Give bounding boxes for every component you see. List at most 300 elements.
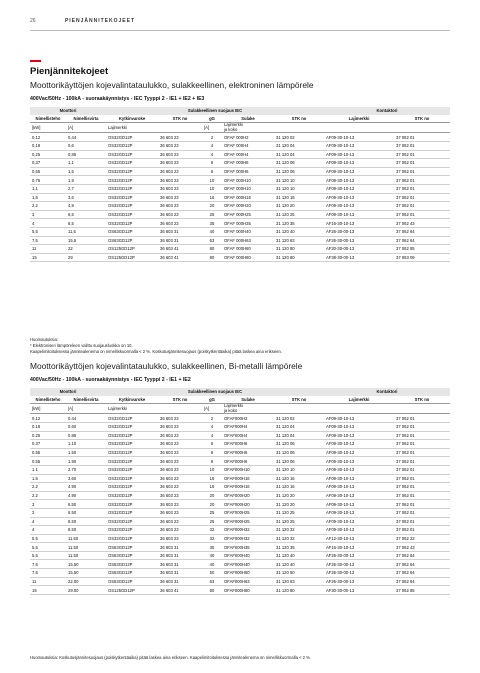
- table-cell: OFAF 000H63: [222, 236, 274, 245]
- table-cell: AF09-30-10-13: [324, 517, 394, 526]
- table-cell: 2: [202, 133, 222, 142]
- table-row: [30, 474, 450, 483]
- table-cell: 37 062 01: [394, 150, 450, 159]
- table-cell: AF38-30-00-13: [324, 253, 394, 262]
- table-cell: 10: [202, 184, 222, 193]
- table-cell: AF09-30-10-13: [324, 431, 394, 440]
- table-cell: 25: [202, 517, 222, 526]
- table-cell: AF09-30-10-13: [324, 133, 394, 142]
- table-cell: 31 120 04: [274, 150, 324, 159]
- table-cell: 25: [202, 508, 222, 517]
- table-cell: 11.50: [66, 534, 106, 543]
- table-cell: 1.1: [30, 465, 66, 474]
- col-stk-no: STK no: [158, 115, 202, 123]
- page-title: Pienjännitekojeet: [30, 66, 109, 77]
- table-cell: 63: [202, 577, 222, 586]
- table-cell: 0.12: [30, 414, 66, 423]
- table-cell: 36 603 23: [158, 219, 202, 228]
- table-cell: 25: [202, 210, 222, 219]
- table-cell: 4: [202, 422, 222, 431]
- table-cell: OFAF000H4: [222, 431, 274, 440]
- table-cell: AF09-30-10-13: [324, 176, 394, 185]
- table-cell: 4: [202, 150, 222, 159]
- table-cell: OFAF000H50: [222, 569, 274, 578]
- table-row: [30, 508, 450, 517]
- table-cell: 2.2: [30, 483, 66, 492]
- table-cell: OS32GD12P: [106, 526, 158, 535]
- table-cell: 32: [202, 534, 222, 543]
- table-cell: OFAF000H20: [222, 491, 274, 500]
- col-gg: gG: [202, 115, 222, 123]
- table-cell: 20: [202, 500, 222, 509]
- table-cell: OS32GD12P: [106, 534, 158, 543]
- table-cell: AF09-30-10-13: [324, 141, 394, 150]
- table-cell: AF09-30-10-13: [324, 465, 394, 474]
- table-cell: 7.5: [30, 569, 66, 578]
- table-cell: 11: [30, 245, 66, 254]
- table-cell: 6: [202, 457, 222, 466]
- col-rated-current: Nimellisvirta: [66, 396, 106, 404]
- unit-label: [394, 123, 450, 133]
- table-cell: OS32GD12P: [106, 508, 158, 517]
- unit-label: [kW]: [30, 123, 66, 133]
- table-cell: 22: [66, 245, 106, 254]
- table-cell: 16: [202, 474, 222, 483]
- table-cell: 31 120 10: [274, 176, 324, 185]
- table-row: [30, 202, 450, 211]
- table-cell: OFAF 000H10: [222, 176, 274, 185]
- table-cell: 0.55: [30, 457, 66, 466]
- table-cell: 37 062 64: [394, 236, 450, 245]
- table-cell: OFAF 000H40: [222, 227, 274, 236]
- table-cell: 31 120 20: [274, 500, 324, 509]
- table-cell: 37 062 01: [394, 491, 450, 500]
- table-cell: 31 120 02: [274, 133, 324, 142]
- table1-spec: 400Vac/50Hz - 100kA - suoraakäynnistys - IEC Tyyppi 2 - IE1 + IE2 + IE3: [30, 96, 205, 102]
- table-row: [30, 236, 450, 245]
- table-cell: 2.70: [66, 465, 106, 474]
- table-cell: 37 062 01: [394, 457, 450, 466]
- table-row: [30, 184, 450, 193]
- table-cell: AF09-30-10-13: [324, 508, 394, 517]
- table-cell: OS63GD12P: [106, 543, 158, 552]
- table-cell: OFAF 000H16: [222, 193, 274, 202]
- table-row: [30, 569, 450, 578]
- table2-subtitle: Moottorikäyttöjen kojevalintataulukko, sulakkeellinen, Bi-metalli lämpörele: [30, 361, 303, 371]
- table-cell: 80: [202, 245, 222, 254]
- table-cell: 36 603 31: [158, 543, 202, 552]
- table-cell: 6: [202, 167, 222, 176]
- table-cell: OS125GD12P: [106, 245, 158, 254]
- table-cell: 37 062 85: [394, 586, 450, 595]
- table-cell: 32: [202, 526, 222, 535]
- col-fuse: Sulake: [222, 115, 274, 123]
- table-cell: 4: [30, 219, 66, 228]
- table-cell: AF09-30-10-13: [324, 457, 394, 466]
- col-type-code: Lajimerkki: [324, 115, 394, 123]
- table-cell: AF26-30-00-13: [324, 560, 394, 569]
- table-cell: 5.5: [30, 534, 66, 543]
- table-cell: 37 062 01: [394, 500, 450, 509]
- table-cell: 0.18: [30, 422, 66, 431]
- table-cell: 0,75: [30, 176, 66, 185]
- table-cell: 3: [30, 500, 66, 509]
- table-cell: OS125GD12P: [106, 253, 158, 262]
- table-cell: AF09-30-10-13: [324, 414, 394, 423]
- table-cell: 36 603 31: [158, 569, 202, 578]
- table-cell: 31 120 32: [274, 526, 324, 535]
- table-cell: OFAF 000H4: [222, 150, 274, 159]
- table-cell: 1.50: [66, 448, 106, 457]
- table-cell: OFAF 000H80: [222, 245, 274, 254]
- table-cell: 36 603 23: [158, 465, 202, 474]
- table-row: [30, 577, 450, 586]
- section-name: PIENJÄNNITEKOJEET: [64, 18, 136, 24]
- table-cell: 31 120 16: [274, 483, 324, 492]
- table-cell: OS32GD12P: [106, 150, 158, 159]
- table-cell: OS32GD12P: [106, 474, 158, 483]
- table-cell: OFAF000H16: [222, 474, 274, 483]
- table-cell: 15.50: [66, 569, 106, 578]
- table-cell: 31 120 63: [274, 577, 324, 586]
- table-cell: 0,25: [30, 150, 66, 159]
- table-cell: 0,44: [66, 133, 106, 142]
- table-cell: 31 120 06: [274, 440, 324, 449]
- table-cell: 11: [30, 577, 66, 586]
- unit-label: [A]: [202, 404, 222, 414]
- table-cell: OFAF000H25: [222, 508, 274, 517]
- table-cell: 0,85: [66, 150, 106, 159]
- table-cell: AF09-30-10-13: [324, 448, 394, 457]
- table-cell: 6.50: [66, 508, 106, 517]
- table-cell: 11,5: [66, 227, 106, 236]
- table-cell: 37 062 01: [394, 440, 450, 449]
- table-row: [30, 431, 450, 440]
- table-cell: 40: [202, 551, 222, 560]
- table-cell: 37 062 64: [394, 560, 450, 569]
- table-cell: OS32GD12P: [106, 457, 158, 466]
- table-cell: 36 603 31: [158, 560, 202, 569]
- table-cell: AF16-30-10-13: [324, 543, 394, 552]
- note-line: * Elektronisen lämpöreleen valittu suojausluokka on 10.: [30, 343, 133, 348]
- table-cell: OFAF000H10: [222, 465, 274, 474]
- table-cell: 36 603 23: [158, 202, 202, 211]
- header-divider: [30, 30, 450, 31]
- table-cell: 37 062 64: [394, 569, 450, 578]
- group-header-contactor: Kontaktori: [324, 388, 450, 396]
- table-cell: OFAF 000H6: [222, 167, 274, 176]
- table-cell: 11.50: [66, 551, 106, 560]
- table-cell: OFAF 000H2: [222, 133, 274, 142]
- table-cell: 2.2: [30, 491, 66, 500]
- table-cell: AF30-30-00-13: [324, 245, 394, 254]
- table-cell: 36 603 23: [158, 448, 202, 457]
- table-cell: 31 120 16: [274, 193, 324, 202]
- table-cell: 31 120 35: [274, 219, 324, 228]
- table-cell: 50: [202, 569, 222, 578]
- table-cell: 36 603 23: [158, 508, 202, 517]
- table-row: [30, 159, 450, 168]
- table-cell: OS125GD12P: [106, 586, 158, 595]
- table-row: [30, 440, 450, 449]
- table-cell: 36 603 23: [158, 483, 202, 492]
- table-cell: 31 120 04: [274, 141, 324, 150]
- col-stk-no: STK no: [158, 396, 202, 404]
- table-cell: 36 603 23: [158, 159, 202, 168]
- table-cell: 37 063 09: [394, 253, 450, 262]
- table-cell: 7.5: [30, 560, 66, 569]
- table-cell: 29: [66, 253, 106, 262]
- table-cell: 37 062 43: [394, 543, 450, 552]
- unit-label: Lajimerkki: [106, 123, 158, 133]
- table-cell: 31 120 40: [274, 227, 324, 236]
- table-cell: OS32GD12P: [106, 500, 158, 509]
- table-cell: 31 120 35: [274, 543, 324, 552]
- table-cell: 37 062 64: [394, 227, 450, 236]
- table-cell: 37 062 01: [394, 474, 450, 483]
- unit-label: [324, 404, 394, 414]
- table-row: [30, 414, 450, 423]
- table-cell: 31 120 80: [274, 253, 324, 262]
- table-cell: 31 120 80: [274, 245, 324, 254]
- table-cell: OS63GD12P: [106, 569, 158, 578]
- table-cell: 4: [202, 141, 222, 150]
- table-cell: OFAF 000H35: [222, 219, 274, 228]
- unit-label: Lajimerkki: [106, 404, 158, 414]
- table-cell: OFAF000H80: [222, 586, 274, 595]
- table-cell: 11.50: [66, 543, 106, 552]
- table-cell: 36 603 41: [158, 245, 202, 254]
- table-cell: 3,6: [66, 193, 106, 202]
- table-cell: AF09-30-10-13: [324, 491, 394, 500]
- table-cell: 36 603 23: [158, 474, 202, 483]
- table-cell: 1.10: [66, 440, 106, 449]
- table-cell: 37 062 01: [394, 184, 450, 193]
- table-cell: OS32GD12P: [106, 465, 158, 474]
- table-cell: 1,1: [66, 159, 106, 168]
- table-cell: 36 603 23: [158, 500, 202, 509]
- table-cell: OS32GD12P: [106, 210, 158, 219]
- unit-label: [A]: [66, 404, 106, 414]
- table-cell: 37 062 01: [394, 508, 450, 517]
- table-cell: 36 603 23: [158, 440, 202, 449]
- table-cell: 22.00: [66, 577, 106, 586]
- unit-label: [A]: [66, 123, 106, 133]
- table-cell: AF09-30-10-13: [324, 422, 394, 431]
- table-cell: 0.25: [30, 431, 66, 440]
- table-row: [30, 448, 450, 457]
- table-cell: 15,5: [66, 236, 106, 245]
- table-cell: OS32GD12P: [106, 414, 158, 423]
- table-cell: 31 120 80: [274, 586, 324, 595]
- table-cell: 8.50: [66, 526, 106, 535]
- page-number: 26: [30, 18, 36, 24]
- table-cell: 1.90: [66, 457, 106, 466]
- table-cell: 10: [202, 465, 222, 474]
- table-cell: 37 062 85: [394, 245, 450, 254]
- table-row: [30, 150, 450, 159]
- table2-notes: [30, 655, 311, 661]
- table-cell: OFAF000H40: [222, 560, 274, 569]
- table-cell: 31 120 16: [274, 474, 324, 483]
- table-cell: 37 062 01: [394, 210, 450, 219]
- table-cell: 29.00: [66, 586, 106, 595]
- table-cell: 37 062 22: [394, 534, 450, 543]
- table-row: [30, 227, 450, 236]
- table-cell: 80: [202, 586, 222, 595]
- table-cell: 37 062 01: [394, 414, 450, 423]
- table-cell: 0.44: [66, 414, 106, 423]
- table-row: [30, 219, 450, 228]
- table-cell: OFAF000H40: [222, 551, 274, 560]
- table-cell: 1,5: [66, 167, 106, 176]
- table1-subtitle: Moottorikäyttöjen kojevalintataulukko, sulakkeellinen, elektroninen lämpörele: [30, 80, 314, 90]
- table-cell: OFAF 000H10: [222, 184, 274, 193]
- table-cell: 37 062 01: [394, 422, 450, 431]
- table-cell: 37 062 01: [394, 202, 450, 211]
- table-cell: 5.5: [30, 543, 66, 552]
- table-cell: 2,7: [66, 184, 106, 193]
- table-cell: OS32GD12P: [106, 193, 158, 202]
- table-cell: OFAF000H16: [222, 483, 274, 492]
- table-cell: 8,5: [66, 219, 106, 228]
- table-cell: 5,5: [30, 227, 66, 236]
- table-cell: OFAF000H25: [222, 517, 274, 526]
- table-cell: 37 062 01: [394, 167, 450, 176]
- selection-table-2: [30, 388, 450, 595]
- table-row: [30, 500, 450, 509]
- table-cell: 36 603 23: [158, 193, 202, 202]
- table-cell: 31 120 25: [274, 517, 324, 526]
- col-gg: gG: [202, 396, 222, 404]
- table-row: [30, 534, 450, 543]
- table-cell: AF26-30-00-13: [324, 569, 394, 578]
- table-row: [30, 543, 450, 552]
- table-cell: OS32GD12P: [106, 176, 158, 185]
- table-cell: OFAF000H6: [222, 457, 274, 466]
- table-row: [30, 586, 450, 595]
- table-cell: 5.5: [30, 551, 66, 560]
- table-cell: 0,37: [30, 159, 66, 168]
- table-cell: 4.90: [66, 491, 106, 500]
- table-cell: 36 603 23: [158, 457, 202, 466]
- table-cell: 36 603 41: [158, 586, 202, 595]
- table-cell: 1.5: [30, 474, 66, 483]
- group-header-motor: Moottori: [30, 107, 106, 115]
- table-cell: 2,2: [30, 202, 66, 211]
- col-stk-no: STK no: [394, 396, 450, 404]
- table-cell: 16: [202, 193, 222, 202]
- table-cell: 0,12: [30, 133, 66, 142]
- table-cell: 31 120 10: [274, 184, 324, 193]
- col-type-code: Lajimerkki: [324, 396, 394, 404]
- table-cell: 36 603 23: [158, 184, 202, 193]
- table-cell: AF09-30-10-13: [324, 184, 394, 193]
- table-cell: 3: [30, 210, 66, 219]
- table1-notes: [30, 337, 282, 355]
- table-cell: 37 062 43: [394, 219, 450, 228]
- table-cell: 4.90: [66, 483, 106, 492]
- table-cell: 36 603 31: [158, 227, 202, 236]
- table-cell: OS32GD12P: [106, 159, 158, 168]
- table-cell: OFAF000H6: [222, 448, 274, 457]
- unit-label: [274, 404, 324, 414]
- table-cell: 40: [202, 560, 222, 569]
- table-cell: 10: [202, 176, 222, 185]
- unit-label: Lajimerkki ja koko: [224, 122, 243, 132]
- group-header-fuse-protection: Sulakkeellinen suojaus IEC: [106, 388, 324, 396]
- col-rated-power: Nimellisteho: [30, 115, 66, 123]
- table-cell: AF16-30-10-13: [324, 219, 394, 228]
- table-row: [30, 491, 450, 500]
- note-line: Huomautuksia:: [30, 337, 58, 342]
- table-cell: 1,9: [66, 176, 106, 185]
- table-cell: AF12-30-10-13: [324, 534, 394, 543]
- table-cell: 37 062 01: [394, 159, 450, 168]
- table-cell: 37 062 01: [394, 176, 450, 185]
- table-cell: 37 062 64: [394, 551, 450, 560]
- table-cell: OS63GD12P: [106, 236, 158, 245]
- table-cell: OFAF 000H6: [222, 159, 274, 168]
- table-cell: 31 120 04: [274, 422, 324, 431]
- table-cell: 0.85: [66, 431, 106, 440]
- table-cell: OS32GD12P: [106, 184, 158, 193]
- table-cell: 6,5: [66, 210, 106, 219]
- table-cell: OFAF 000H4: [222, 141, 274, 150]
- table-cell: AF26-30-00-13: [324, 577, 394, 586]
- table-cell: 37 062 64: [394, 577, 450, 586]
- table-row: [30, 457, 450, 466]
- col-fuse: Sulake: [222, 396, 274, 404]
- table-row: [30, 193, 450, 202]
- table-cell: 3.60: [66, 474, 106, 483]
- table-row: [30, 422, 450, 431]
- table-cell: 35: [202, 219, 222, 228]
- table-cell: 6: [202, 440, 222, 449]
- table-cell: 31 120 63: [274, 236, 324, 245]
- unit-label: [kW]: [30, 404, 66, 414]
- table-cell: 36 603 23: [158, 431, 202, 440]
- table-cell: 6: [202, 159, 222, 168]
- table-cell: 31 120 06: [274, 448, 324, 457]
- table-cell: 6.50: [66, 500, 106, 509]
- table-cell: OS32GD12P: [106, 167, 158, 176]
- table-cell: 15: [30, 586, 66, 595]
- table-cell: 36 603 23: [158, 534, 202, 543]
- table-cell: 36 603 23: [158, 517, 202, 526]
- table-row: [30, 253, 450, 262]
- table-row: [30, 483, 450, 492]
- table-cell: AF09-30-10-13: [324, 474, 394, 483]
- table-cell: 36 603 23: [158, 526, 202, 535]
- table-cell: 8.50: [66, 517, 106, 526]
- table-cell: AF26-30-00-13: [324, 227, 394, 236]
- table-cell: 4: [30, 526, 66, 535]
- table-cell: 36 603 23: [158, 491, 202, 500]
- unit-label: [274, 123, 324, 133]
- table-cell: 37 062 01: [394, 483, 450, 492]
- table-cell: AF09-30-10-13: [324, 526, 394, 535]
- table-row: [30, 517, 450, 526]
- table-row: [30, 210, 450, 219]
- table-cell: 31 120 10: [274, 465, 324, 474]
- table-cell: 4: [202, 431, 222, 440]
- table-cell: 36 603 23: [158, 414, 202, 423]
- table-cell: AF09-30-10-13: [324, 483, 394, 492]
- unit-label: [158, 123, 202, 133]
- col-stk-no: STK no: [274, 115, 324, 123]
- table-cell: 36 603 23: [158, 133, 202, 142]
